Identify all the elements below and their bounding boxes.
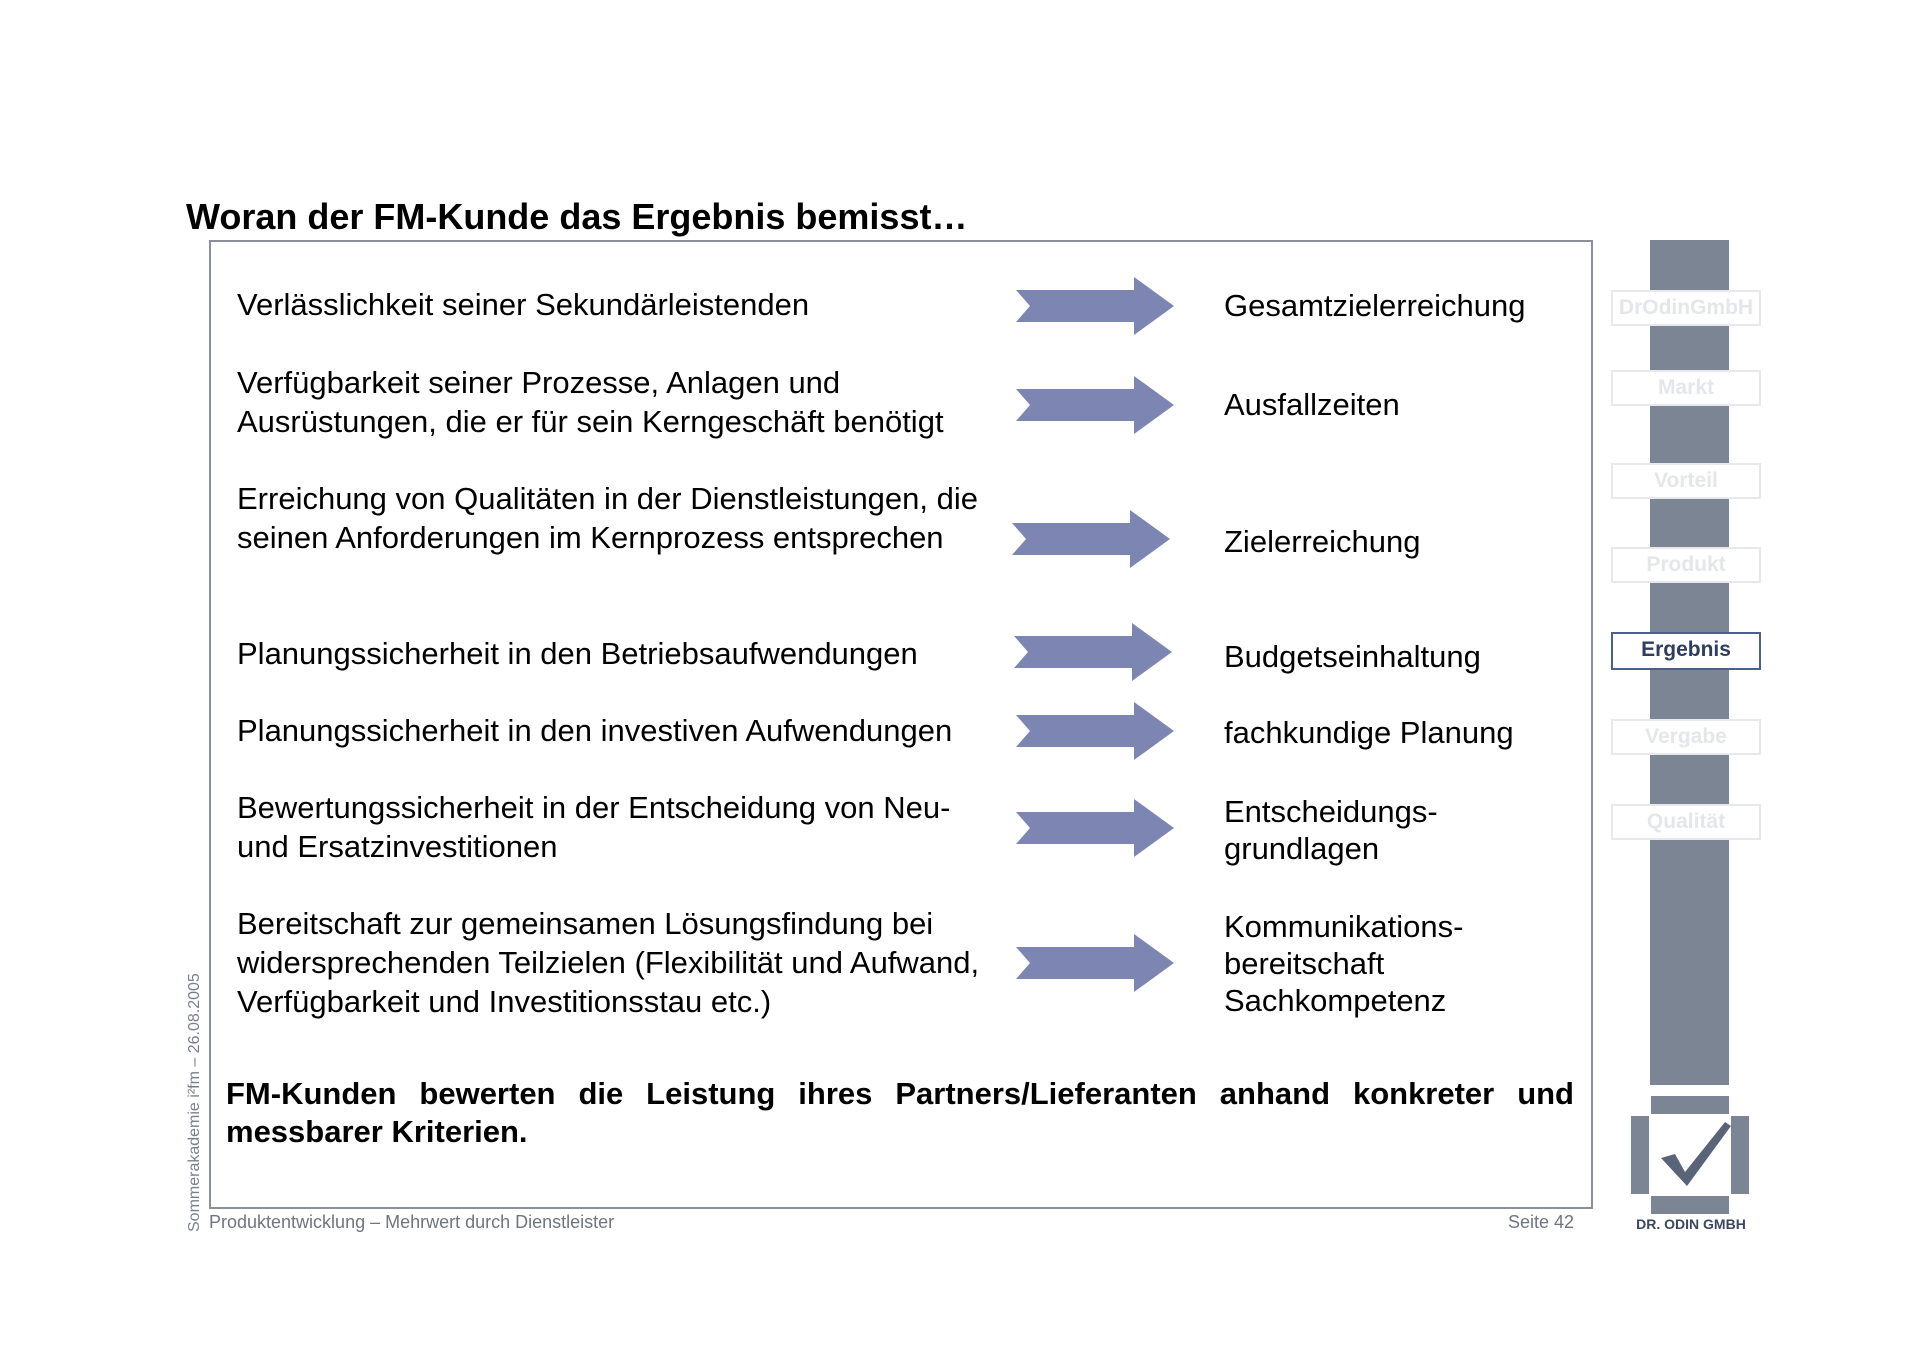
nav-item-vergabe[interactable]: Vergabe	[1611, 719, 1761, 755]
criterion-5: Planungssicherheit in den investiven Aufwendungen	[237, 713, 953, 748]
result-3: Zielerreichung	[1224, 524, 1421, 559]
arrow-icon	[1016, 277, 1174, 335]
result-1: Gesamtzielerreichung	[1224, 288, 1526, 323]
criterion-3: Erreichung von Qualitäten in der Dienstleistungen, die seinen Anforderungen im Kernprozess entsprechen	[237, 481, 979, 555]
nav-item-qualitaet[interactable]: Qualität	[1611, 804, 1761, 840]
result-7: Kommunikations- bereitschaft Sachkompetenz	[1224, 909, 1464, 1018]
arrow-icon	[1016, 702, 1174, 760]
result-4: Budgetseinhaltung	[1224, 639, 1481, 674]
criterion-6: Bewertungssicherheit in der Entscheidung von Neu- und Ersatzinvestitionen	[237, 790, 951, 864]
criterion-2: Verfügbarkeit seiner Prozesse, Anlagen und Ausrüstungen, die er für sein Kerngeschäft benötigt	[237, 365, 944, 439]
criterion-7: Bereitschaft zur gemeinsamen Lösungsfindung bei widersprechenden Teilzielen (Flexibilität und Aufwand, Verfügbarkeit und Investitionsstau etc.)	[237, 906, 980, 1019]
arrow-icon	[1012, 510, 1170, 568]
checkmark-logo-icon	[1631, 1096, 1749, 1214]
vertical-footer: Sommerakademie i²fm – 26.08.2005	[186, 973, 203, 1232]
page-number: Seite 42	[1508, 1212, 1575, 1232]
criterion-1: Verlässlichkeit seiner Sekundärleistenden	[237, 287, 810, 322]
nav-item-vorteil[interactable]: Vorteil	[1611, 463, 1761, 499]
conclusion-text: FM-Kunden bewerten die Leistung ihres Partners/Lieferanten anhand konkreter und messbarer Kriterien.	[226, 1076, 1574, 1149]
nav-item-drodingmbh[interactable]: DrOdinGmbH	[1611, 290, 1761, 326]
result-5: fachkundige Planung	[1224, 715, 1514, 750]
nav-item-ergebnis[interactable]: Ergebnis	[1611, 632, 1761, 670]
arrow-icon	[1016, 934, 1174, 992]
result-2: Ausfallzeiten	[1224, 387, 1400, 422]
arrow-icon	[1014, 623, 1172, 681]
arrow-icon	[1016, 799, 1174, 857]
nav-item-markt[interactable]: Markt	[1611, 370, 1761, 406]
page-title: Woran der FM-Kunde das Ergebnis bemisst…	[186, 196, 968, 237]
nav-item-produkt[interactable]: Produkt	[1611, 547, 1761, 583]
arrow-icon	[1016, 376, 1174, 434]
footer-left: Produktentwicklung – Mehrwert durch Dienstleister	[209, 1212, 615, 1232]
logo-text: DR. ODIN GMBH	[1636, 1216, 1746, 1232]
result-6: Entscheidungs- grundlagen	[1224, 794, 1438, 866]
criterion-4: Planungssicherheit in den Betriebsaufwendungen	[237, 636, 918, 671]
